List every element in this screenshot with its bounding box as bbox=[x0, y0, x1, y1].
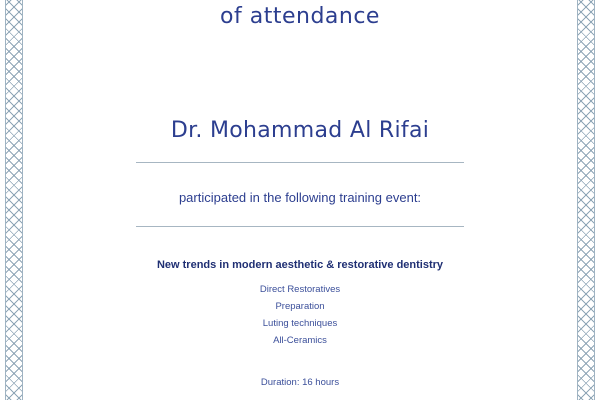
certificate-heading: of attendance bbox=[220, 4, 380, 29]
certificate-body bbox=[40, 0, 560, 400]
topic-item: Preparation bbox=[275, 301, 325, 312]
decorative-border-right bbox=[577, 0, 595, 400]
divider-line-top bbox=[136, 162, 464, 163]
decorative-border-left bbox=[5, 0, 23, 400]
topic-item: All-Ceramics bbox=[273, 335, 327, 346]
event-title: New trends in modern aesthetic & restorative dentistry bbox=[156, 259, 444, 271]
topic-list bbox=[40, 281, 560, 349]
topic-item: Direct Restoratives bbox=[259, 284, 341, 295]
event-duration: Duration: 16 hours bbox=[260, 377, 340, 388]
participation-statement: participated in the following training event: bbox=[178, 190, 422, 205]
topic-item: Luting techniques bbox=[262, 318, 338, 329]
divider-line-bottom bbox=[136, 226, 464, 227]
recipient-name: Dr. Mohammad Al Rifai bbox=[170, 118, 430, 143]
